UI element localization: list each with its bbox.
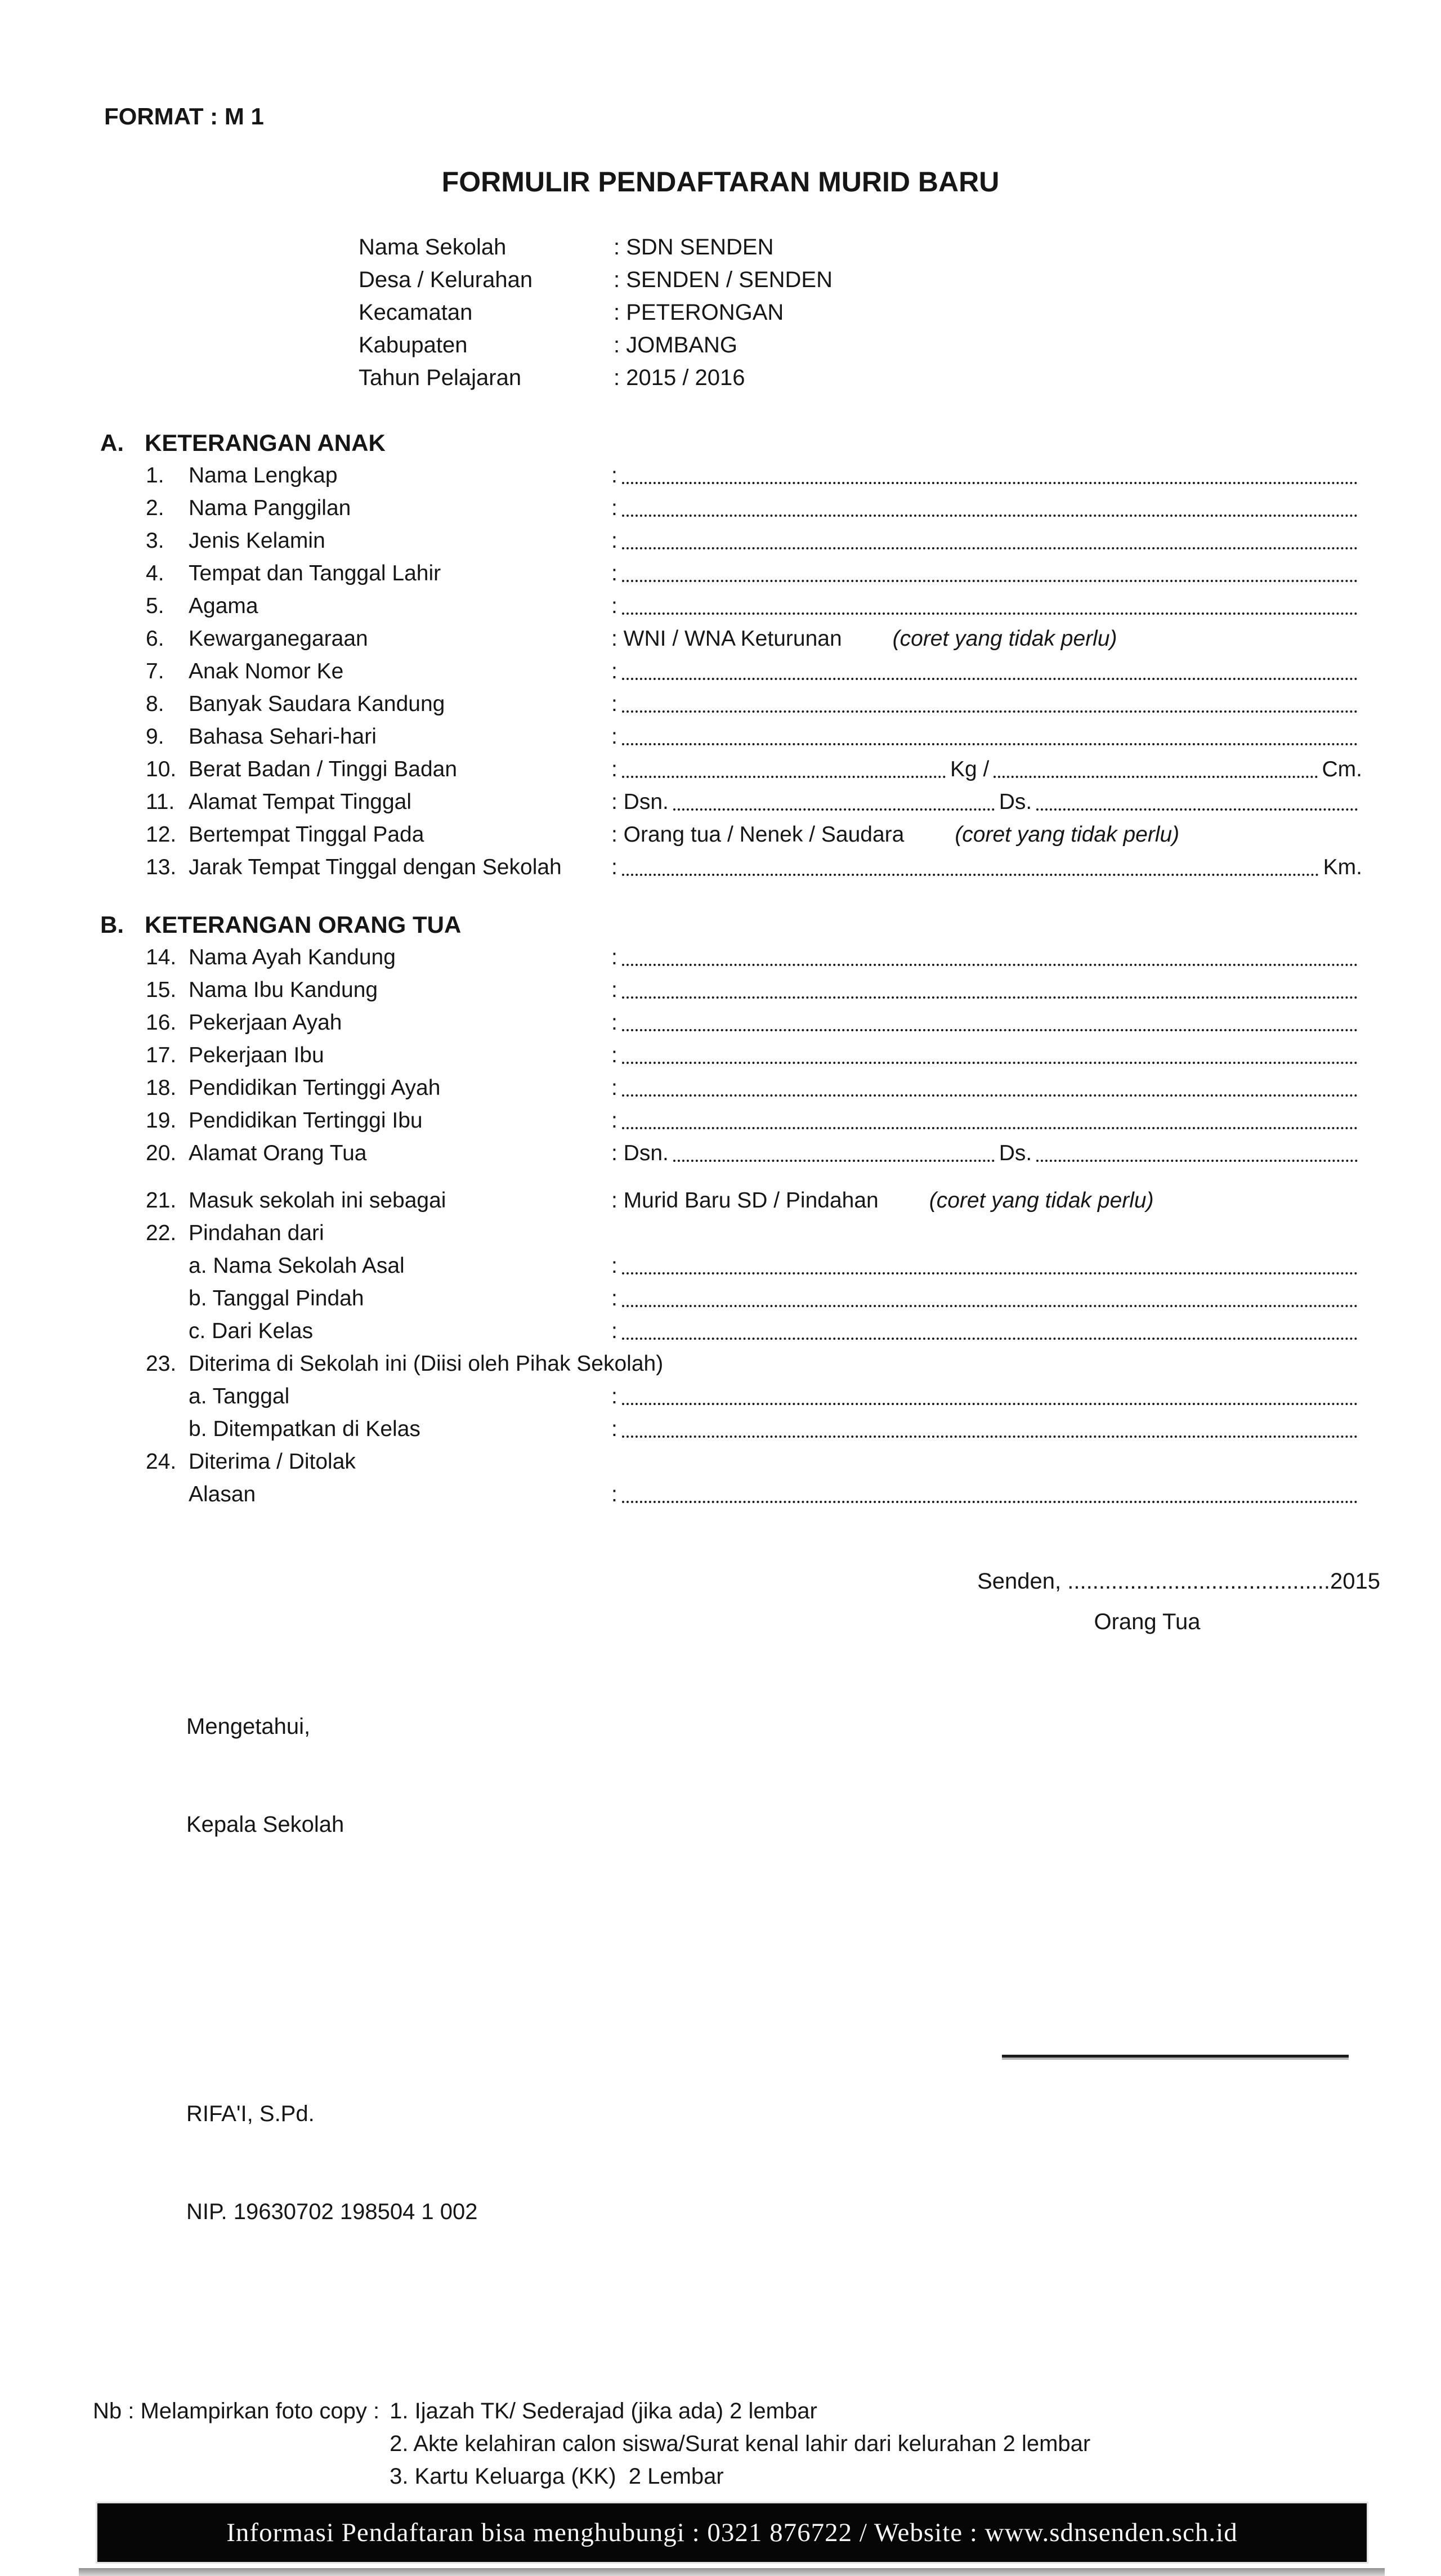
section-title: KETERANGAN ORANG TUA — [145, 911, 462, 938]
page-title: FORMULIR PENDAFTARAN MURID BARU — [441, 166, 1000, 198]
form-row — [146, 1348, 1362, 1380]
item-value — [611, 557, 1362, 590]
value-text: : Dsn. — [611, 790, 669, 814]
item-label: Berat Badan / Tinggi Badan — [189, 757, 458, 781]
value-text: : — [611, 1254, 617, 1278]
dotted-blank — [622, 1403, 1358, 1405]
section-heading — [100, 427, 1441, 459]
form-row — [146, 1007, 1362, 1039]
value-text: Ds. — [999, 790, 1032, 814]
item-number: 11. — [146, 790, 175, 814]
dotted-blank — [622, 1435, 1358, 1438]
item-label: b. Tanggal Pindah — [189, 1286, 364, 1311]
dotted-blank — [1036, 808, 1358, 811]
dotted-blank — [622, 776, 946, 778]
item-label: Diterima / Ditolak — [189, 1450, 356, 1474]
school-info — [359, 231, 1441, 394]
dotted-blank — [622, 1501, 1358, 1503]
value-text: : — [611, 978, 617, 1002]
form-row — [146, 851, 1362, 884]
dotted-blank — [994, 776, 1317, 778]
note-item: 3. Kartu Keluarga (KK) 2 Lembar — [390, 2464, 724, 2489]
item-number: 3. — [146, 529, 164, 553]
school-info-row — [359, 296, 1441, 329]
item-value — [611, 1413, 1362, 1446]
item-number: 14. — [146, 945, 177, 969]
dotted-blank — [622, 678, 1358, 680]
school-info-label: Kecamatan — [359, 300, 473, 325]
item-number: 9. — [146, 724, 164, 749]
section-items — [0, 1184, 1441, 1511]
item-label: Bertempat Tinggal Pada — [189, 822, 424, 847]
item-label: a. Nama Sekolah Asal — [189, 1254, 405, 1278]
item-label: Pekerjaan Ibu — [189, 1043, 324, 1067]
note-item: 2. Akte kelahiran calon siswa/Surat kenal lahir dari kelurahan 2 lembar — [390, 2431, 1091, 2456]
dotted-blank — [622, 1305, 1358, 1307]
item-label: Jenis Kelamin — [189, 529, 325, 553]
value-text: : WNI / WNA Keturunan — [611, 627, 842, 651]
item-label: Pendidikan Tertinggi Ayah — [189, 1076, 441, 1100]
school-info-value: : SDN SENDEN — [614, 235, 774, 260]
value-text: Km. — [1323, 855, 1362, 879]
value-text: : — [611, 463, 617, 488]
school-info-value: : JOMBANG — [614, 333, 738, 357]
school-info-label: Desa / Kelurahan — [359, 267, 533, 292]
form-row — [146, 1072, 1362, 1104]
strike-instruction: (coret yang tidak perlu) — [955, 822, 1180, 847]
note-items — [390, 2395, 1090, 2493]
value-text: : Murid Baru SD / Pindahan — [611, 1188, 879, 1213]
form-row — [146, 525, 1362, 557]
item-number: 21. — [146, 1188, 177, 1213]
dotted-blank — [622, 515, 1358, 517]
form-row — [146, 459, 1362, 492]
item-value — [611, 1072, 1362, 1104]
value-text: : — [611, 757, 617, 781]
item-number: 18. — [146, 1076, 177, 1100]
value-text: : — [611, 692, 617, 716]
form-row — [189, 1315, 1362, 1348]
note-prefix: Nb : Melampirkan foto copy : — [93, 2399, 380, 2423]
item-label: Masuk sekolah ini sebagai — [189, 1188, 446, 1213]
dotted-blank — [622, 547, 1358, 549]
item-label: Bahasa Sehari-hari — [189, 724, 377, 749]
item-number: 10. — [146, 757, 177, 781]
item-value — [611, 1184, 1362, 1217]
item-label: Kewarganegaraan — [189, 627, 368, 651]
dotted-blank — [1036, 1160, 1358, 1162]
section-items — [0, 459, 1441, 884]
school-info-label: Kabupaten — [359, 333, 468, 357]
item-label: Nama Ayah Kandung — [189, 945, 396, 969]
strike-instruction: (coret yang tidak perlu) — [892, 627, 1117, 651]
value-text: : — [611, 1319, 617, 1343]
dotted-blank — [622, 1338, 1358, 1340]
value-text: : — [611, 1384, 617, 1408]
item-number: 17. — [146, 1043, 177, 1067]
item-number: 7. — [146, 659, 164, 683]
value-text: : — [611, 1286, 617, 1311]
principal-name: RIFA'I, S.Pd. — [186, 2101, 315, 2126]
item-value — [611, 492, 1362, 525]
value-text: Cm. — [1322, 757, 1362, 781]
item-number: 16. — [146, 1010, 177, 1035]
item-number: 12. — [146, 822, 177, 847]
dotted-blank — [622, 1094, 1358, 1097]
section-title: KETERANGAN ANAK — [145, 430, 386, 456]
item-value — [611, 459, 1362, 492]
school-info-row — [359, 329, 1441, 361]
value-text: Kg / — [950, 757, 990, 781]
footer-text: Informasi Pendaftaran bisa menghubungi : 0321 876722 / Website : www.sdnsenden.sch.id — [226, 2518, 1238, 2547]
form-row — [146, 557, 1362, 590]
form-row — [146, 1039, 1362, 1072]
dotted-blank — [622, 612, 1358, 615]
form-row — [146, 492, 1362, 525]
form-row — [146, 1184, 1362, 1217]
item-label: a. Tanggal — [189, 1384, 290, 1408]
note-block — [93, 2395, 1441, 2493]
parent-signer-label: Orang Tua — [1094, 1609, 1201, 1634]
item-label: Alamat Tempat Tinggal — [189, 790, 411, 814]
item-label: Banyak Saudara Kandung — [189, 692, 445, 716]
value-text: : — [611, 1108, 617, 1133]
value-text: : — [611, 1482, 617, 1506]
signature-line — [1002, 2055, 1349, 2058]
form-row — [189, 1282, 1362, 1315]
dotted-blank — [673, 1160, 995, 1162]
item-number: 13. — [146, 855, 177, 879]
value-text: : — [611, 1010, 617, 1035]
form-row — [146, 819, 1362, 851]
section-letter: B. — [100, 911, 124, 938]
item-number: 22. — [146, 1221, 177, 1245]
form-row — [146, 590, 1362, 623]
item-label: Jarak Tempat Tinggal dengan Sekolah — [189, 855, 562, 879]
school-info-row — [359, 361, 1441, 394]
form-row — [189, 1413, 1362, 1446]
item-label: Tempat dan Tanggal Lahir — [189, 561, 441, 585]
item-number: 4. — [146, 561, 164, 585]
item-label: b. Ditempatkan di Kelas — [189, 1417, 420, 1441]
value-text: : — [611, 1043, 617, 1067]
form-row — [146, 623, 1362, 655]
school-info-value: : PETERONGAN — [614, 300, 784, 325]
item-value — [611, 851, 1362, 884]
item-number: 19. — [146, 1108, 177, 1133]
item-value — [611, 525, 1362, 557]
item-value — [611, 974, 1362, 1007]
form-row — [146, 941, 1362, 974]
item-value — [611, 655, 1362, 688]
acknowledgement-block — [186, 1645, 1441, 1906]
form-row — [146, 721, 1362, 753]
dotted-blank — [673, 808, 995, 811]
value-text: : — [611, 561, 617, 585]
item-label: Diterima di Sekolah ini (Diisi oleh Pihak Sekolah) — [189, 1352, 664, 1376]
item-number: 23. — [146, 1352, 177, 1376]
value-text: : — [611, 529, 617, 553]
item-value — [611, 721, 1362, 753]
item-label: c. Dari Kelas — [189, 1319, 314, 1343]
form-row — [146, 1137, 1362, 1170]
form-row — [189, 1250, 1362, 1282]
acknowledgement-label: Mengetahui, — [186, 1714, 311, 1739]
value-text: : — [611, 1076, 617, 1100]
principal-title-label: Kepala Sekolah — [186, 1812, 344, 1837]
item-value — [611, 1007, 1362, 1039]
form-row — [146, 974, 1362, 1007]
format-label: FORMAT : M 1 — [104, 103, 264, 129]
item-value — [611, 1104, 1362, 1137]
item-value — [611, 1380, 1362, 1413]
value-text: : Dsn. — [611, 1141, 669, 1165]
section-heading — [100, 909, 1441, 941]
footer-shadow-strip — [79, 2568, 1385, 2576]
item-value — [611, 590, 1362, 623]
item-label: Anak Nomor Ke — [189, 659, 344, 683]
value-text: : — [611, 724, 617, 749]
item-label: Alamat Orang Tua — [189, 1141, 367, 1165]
note-item: 1. Ijazah TK/ Sederajad (jika ada) 2 lembar — [390, 2399, 817, 2423]
principal-nip: NIP. 19630702 198504 1 002 — [186, 2199, 478, 2224]
dotted-blank — [622, 964, 1358, 966]
item-label: Nama Lengkap — [189, 463, 338, 488]
value-text: : — [611, 1417, 617, 1441]
dotted-blank — [622, 874, 1319, 876]
value-text: : — [611, 594, 617, 618]
form-sections — [0, 427, 1441, 1511]
item-value — [611, 753, 1362, 786]
item-number: 1. — [146, 463, 164, 488]
item-label: Alasan — [189, 1482, 256, 1506]
dotted-blank — [622, 743, 1358, 745]
dotted-blank — [622, 1272, 1358, 1274]
form-row — [146, 1104, 1362, 1137]
item-value — [611, 1039, 1362, 1072]
form-row — [146, 753, 1362, 786]
section-letter: A. — [100, 430, 124, 456]
footer-bar — [96, 2502, 1368, 2564]
dotted-blank — [622, 1062, 1358, 1064]
item-number: 8. — [146, 692, 164, 716]
dotted-blank — [622, 482, 1358, 484]
item-number: 6. — [146, 627, 164, 651]
form-row — [189, 1478, 1362, 1511]
dotted-blank — [622, 1029, 1358, 1031]
item-number: 24. — [146, 1450, 177, 1474]
item-value — [611, 786, 1362, 819]
value-text: : — [611, 855, 617, 879]
item-label: Nama Panggilan — [189, 496, 351, 520]
form-row — [146, 786, 1362, 819]
item-value — [611, 819, 1362, 851]
item-number: 20. — [146, 1141, 177, 1165]
item-number: 15. — [146, 978, 177, 1002]
item-label: Nama Ibu Kandung — [189, 978, 378, 1002]
item-value — [611, 941, 1362, 974]
item-label: Pindahan dari — [189, 1221, 324, 1245]
item-value — [611, 1137, 1362, 1170]
item-value — [611, 688, 1362, 721]
value-text: : — [611, 659, 617, 683]
dotted-blank — [622, 710, 1358, 713]
school-info-row — [359, 263, 1441, 296]
value-text: : Orang tua / Nenek / Saudara — [611, 822, 905, 847]
item-number: 2. — [146, 496, 164, 520]
form-row — [189, 1380, 1362, 1413]
value-text: : — [611, 496, 617, 520]
item-value — [611, 1315, 1362, 1348]
signature-place-date: Senden, ..........................................2015 — [977, 1569, 1380, 1594]
item-value — [611, 1478, 1362, 1511]
principal-signature-block — [186, 2032, 1368, 2326]
form-row — [146, 688, 1362, 721]
item-label: Agama — [189, 594, 258, 618]
school-info-row — [359, 231, 1441, 263]
form-row — [146, 1446, 1362, 1478]
section-items — [0, 941, 1441, 1170]
school-info-value: : SENDEN / SENDEN — [614, 267, 833, 292]
value-text: : — [611, 945, 617, 969]
item-value — [611, 623, 1362, 655]
strike-instruction: (coret yang tidak perlu) — [929, 1188, 1154, 1213]
dotted-blank — [622, 580, 1358, 582]
form-row — [146, 1217, 1362, 1250]
dotted-blank — [622, 996, 1358, 999]
form-row — [146, 655, 1362, 688]
value-text: Ds. — [999, 1141, 1032, 1165]
item-value — [611, 1282, 1362, 1315]
school-info-value: : 2015 / 2016 — [614, 365, 745, 390]
item-label: Pekerjaan Ayah — [189, 1010, 342, 1035]
school-info-label: Nama Sekolah — [359, 235, 507, 260]
item-number: 5. — [146, 594, 164, 618]
dotted-blank — [622, 1127, 1358, 1129]
item-label: Pendidikan Tertinggi Ibu — [189, 1108, 423, 1133]
item-value — [611, 1250, 1362, 1282]
school-info-label: Tahun Pelajaran — [359, 365, 522, 390]
